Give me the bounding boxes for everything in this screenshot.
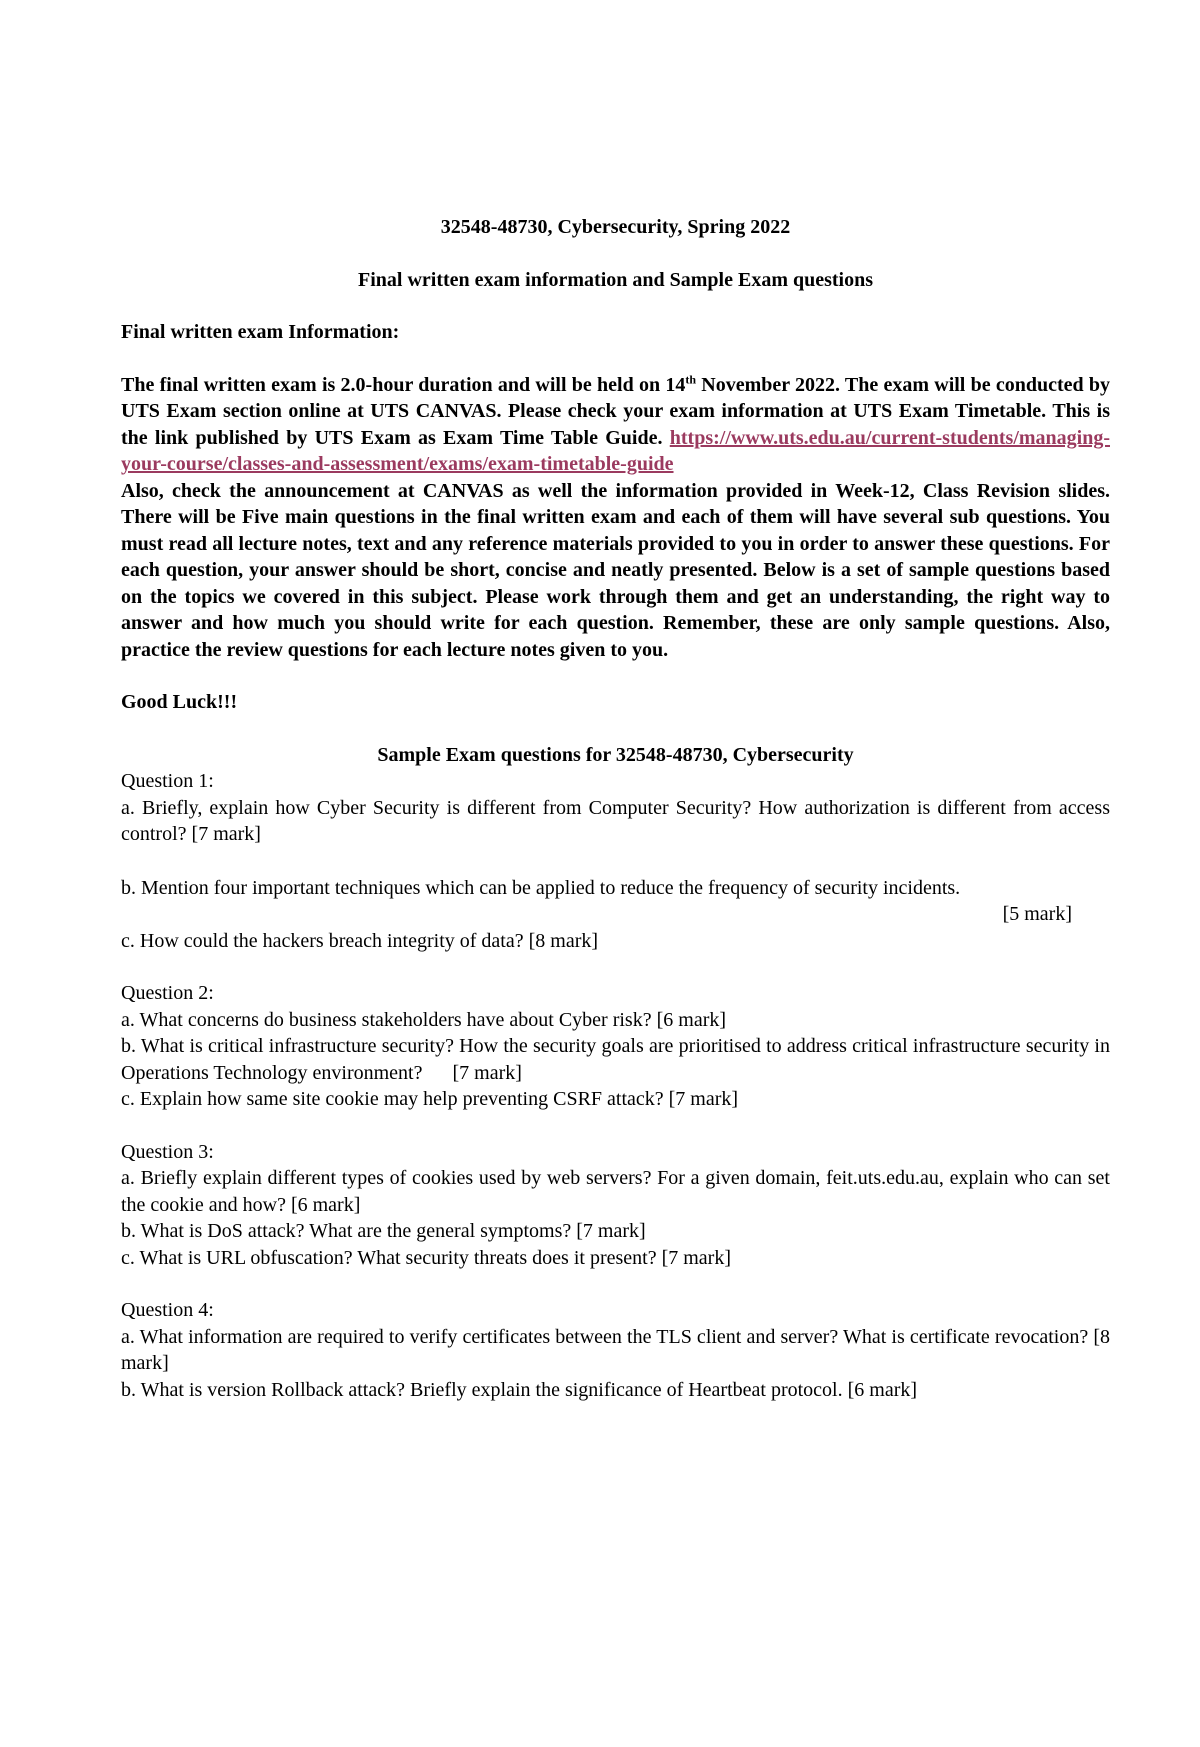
- good-luck-text: Good Luck!!!: [121, 691, 238, 713]
- exam-timetable-link[interactable]: https://www.uts.edu.au/current-students/managing-your-course/classes-and-assessment/exams/exam-timetable-guide: [121, 426, 1110, 475]
- date-superscript: th: [685, 371, 696, 386]
- course-title: 32548-48730, Cybersecurity, Spring 2022: [440, 216, 791, 238]
- question-3-title: Question 3:: [121, 1140, 214, 1163]
- info-para1-rest: November 2022. The exam will be conducted by UTS Exam section online at UTS CANVAS. Please check your exam information at UTS Exam Timetable. This is the link published by UTS Exam as Exam Time Table Guide.: [121, 373, 1111, 449]
- question-1-spacer: [121, 848, 1110, 875]
- question-3-c: c. What is URL obfuscation? What security threats does it present? [7 mark]: [121, 1246, 731, 1269]
- question-3-a: a. Briefly explain different types of cookies used by web servers? For a given domain, feit.uts.edu.au, explain who can set the cookie and how? [6 mark]: [121, 1167, 1110, 1216]
- question-1: [121, 768, 1110, 954]
- question-3-b: b. What is DoS attack? What are the general symptoms? [7 mark]: [121, 1220, 646, 1242]
- question-2-b: b. What is critical infrastructure security? How the security goals are prioritised to address critical infrastructure security in Operations Technology environment? [7 mark]: [121, 1035, 1115, 1084]
- info-paragraph-1: [121, 372, 1110, 478]
- sample-heading: Sample Exam questions for 32548-48730, Cybersecurity: [377, 743, 854, 766]
- question-1-b-mark: [5 mark]: [1002, 903, 1072, 925]
- question-4-b: b. What is version Rollback attack? Briefly explain the significance of Heartbeat protocol. [6 mark]: [121, 1378, 918, 1401]
- question-1-c: c. How could the hackers breach integrity of data? [8 mark]: [121, 929, 599, 952]
- document-subtitle: Final written exam information and Sample Exam questions: [357, 268, 874, 291]
- question-2-title: Question 2:: [121, 982, 214, 1004]
- question-3: [121, 1139, 1110, 1272]
- info-heading: Final written exam Information:: [121, 321, 400, 343]
- question-1-title: Question 1:: [121, 770, 214, 792]
- document-page: [121, 214, 1115, 1403]
- question-2: [121, 980, 1115, 1113]
- question-4-title: Question 4:: [121, 1299, 214, 1321]
- question-4: [121, 1297, 1110, 1403]
- question-1-b: b. Mention four important techniques which can be applied to reduce the frequency of security incidents.: [121, 876, 961, 899]
- question-2-c: c. Explain how same site cookie may help preventing CSRF attack? [7 mark]: [121, 1088, 739, 1110]
- question-4-a: a. What information are required to verify certificates between the TLS client and server? What is certificate revocation? [8 mark]: [121, 1325, 1110, 1374]
- info-para1-start: The final written exam is 2.0-hour duration and will be held on 14: [121, 373, 686, 396]
- info-paragraph-2: Also, check the announcement at CANVAS as well the information provided in Week-12, Class Revision slides. There will be Five main questions in the final written exam and each of them will have several sub questions. You must read all lecture notes, text and any reference materials provided to you in order to answer these questions. For each question, your answer should be short, concise and neatly presented. Below is a set of sample questions based on the topics we covered in this subject. Please work through them and get an understanding, the right way to answer and how much you should write for each question. Remember, these are only sample questions. Also, practice the review questions for each lecture notes given to you.: [121, 479, 1110, 661]
- question-2-a: a. What concerns do business stakeholders have about Cyber risk? [6 mark]: [121, 1008, 727, 1031]
- question-1-a: a. Briefly, explain how Cyber Security is different from Computer Security? How authorization is different from access control? [7 mark]: [121, 796, 1110, 845]
